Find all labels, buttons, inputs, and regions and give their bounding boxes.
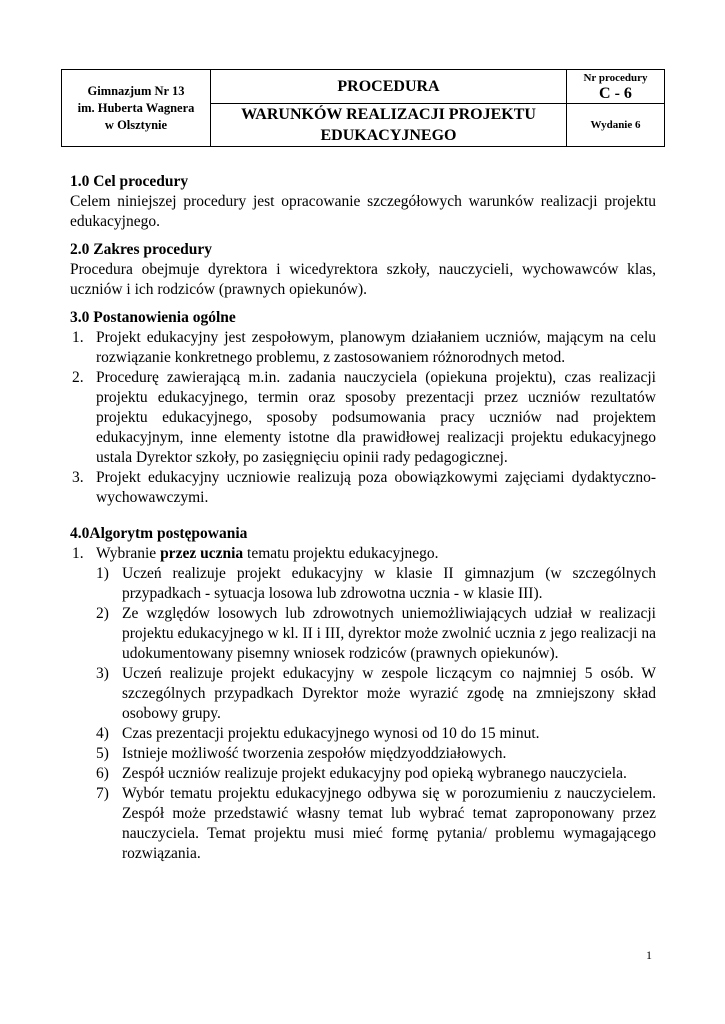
section-3-heading: 3.0 Postanowienia ogólne bbox=[70, 309, 236, 326]
subitem-number: 5) bbox=[96, 745, 109, 762]
item-text-bold: przez ucznia bbox=[160, 545, 244, 562]
section-2-text: Procedura obejmuje dyrektora i wicedyrektora szkoły, nauczycieli, wychowawców klas, uczniów i ich rodziców (prawnych opiekunów). bbox=[70, 261, 656, 298]
section-4-subitem-2 bbox=[70, 604, 656, 664]
subitem-text: Zespół uczniów realizuje projekt edukacyjny pod opieką wybranego nauczyciela. bbox=[122, 765, 627, 782]
procedure-number-cell bbox=[567, 70, 665, 104]
item-text: Projekt edukacyjny uczniowie realizują poza obowiązkowymi zajęciami dydaktyczno-wychowawczymi. bbox=[96, 469, 656, 506]
procedure-number-label: Nr procedury bbox=[583, 72, 648, 84]
procedure-title-line-2: EDUKACYJNEGO bbox=[320, 127, 457, 144]
item-text: Procedurę zawierającą m.in. zadania nauczyciela (opiekuna projektu), czas realizacji projektu edukacyjnego, termin oraz sposoby prezentacji przez uczniów rezultatów projektu edukacyjnego, sposoby podsumowania pracy uczniów nad projektem edukacyjnym, inne elementy istotne dla prawidłowej realizacji projektu edukacyjnego ustala Dyrektor szkoły, po zasięgnięciu opinii rady pedagogicznej. bbox=[96, 369, 656, 466]
subitem-number: 6) bbox=[96, 765, 109, 782]
section-3-item-1 bbox=[70, 328, 656, 368]
school-line-2: im. Huberta Wagnera bbox=[77, 100, 195, 115]
subitem-text: Istnieje możliwość tworzenia zespołów międzyoddziałowych. bbox=[122, 745, 507, 762]
subitem-text: Ze względów losowych lub zdrowotnych uniemożliwiających udział w realizacji projektu edukacyjnego w kl. II i III, dyrektor może zwolnić ucznia z jego realizacji na udokumentowany pisemny wniosek rodziców (prawnych opiekunów). bbox=[122, 605, 656, 662]
section-1-heading: 1.0 Cel procedury bbox=[70, 173, 189, 190]
document-body bbox=[70, 172, 656, 864]
item-text: Projekt edukacyjny jest zespołowym, planowym działaniem uczniów, mającym na celu rozwiązanie konkretnego problemu, z zastosowaniem różnorodnych metod. bbox=[96, 329, 656, 366]
procedure-number-value: C - 6 bbox=[599, 85, 632, 102]
item-number: 1. bbox=[72, 545, 84, 562]
section-3-item-2 bbox=[70, 368, 656, 468]
section-4-item-1 bbox=[70, 544, 656, 564]
section-4-subitem-3 bbox=[70, 664, 656, 724]
section-4-subitem-5 bbox=[70, 744, 656, 764]
subitem-number: 2) bbox=[96, 605, 109, 622]
subitem-text: Wybór tematu projektu edukacyjnego odbywa się w porozumieniu z nauczycielem. Zespół może przedstawić własny temat lub wybrać temat zaproponowany przez nauczyciela. Temat projektu musi mieć formę pytania/ problemu wymagającego rozwiązania. bbox=[122, 785, 656, 862]
section-4-subitem-4 bbox=[70, 724, 656, 744]
subitem-text: Uczeń realizuje projekt edukacyjny w klasie II gimnazjum (w szczególnych przypadkach - sytuacja losowa lub zdrowotna ucznia - w klasie III). bbox=[122, 565, 656, 602]
section-4-subitem-6 bbox=[70, 764, 656, 784]
item-number: 1. bbox=[72, 329, 84, 346]
section-2-heading: 2.0 Zakres procedury bbox=[70, 241, 212, 258]
subitem-number: 7) bbox=[96, 785, 109, 802]
subitem-text: Czas prezentacji projektu edukacyjnego wynosi od 10 do 15 minut. bbox=[122, 725, 540, 742]
item-text-pre: Wybranie bbox=[96, 545, 161, 562]
subitem-number: 1) bbox=[96, 565, 109, 582]
subitem-text: Uczeń realizuje projekt edukacyjny w zespole liczącym co najmniej 5 osób. W szczególnych przypadkach Dyrektor może wyrazić zgodę na zmniejszony skład osobowy grupy. bbox=[122, 665, 656, 722]
subitem-number: 3) bbox=[96, 665, 109, 682]
section-3-item-3 bbox=[70, 468, 656, 508]
page-number: 1 bbox=[646, 948, 652, 962]
section-1-text: Celem niniejszej procedury jest opracowanie szczegółowych warunków realizacji projektu edukacyjnego. bbox=[70, 193, 656, 230]
school-line-3: w Olsztynie bbox=[104, 117, 168, 132]
section-4-heading: 4.0Algorytm postępowania bbox=[70, 525, 248, 542]
item-number: 3. bbox=[72, 469, 84, 486]
school-name-cell bbox=[62, 70, 211, 147]
item-text-post: tematu projektu edukacyjnego. bbox=[243, 545, 439, 562]
section-4-subitem-7 bbox=[70, 784, 656, 864]
item-number: 2. bbox=[72, 369, 84, 386]
school-line-1: Gimnazjum Nr 13 bbox=[87, 83, 185, 98]
procedure-label: PROCEDURA bbox=[211, 70, 567, 104]
procedure-header-table bbox=[61, 69, 665, 147]
procedure-title-line-1: WARUNKÓW REALIZACJI PROJEKTU bbox=[241, 106, 536, 123]
procedure-title-cell bbox=[211, 104, 567, 147]
section-4-subitem-1 bbox=[70, 564, 656, 604]
edition-cell: Wydanie 6 bbox=[567, 104, 665, 147]
subitem-number: 4) bbox=[96, 725, 109, 742]
